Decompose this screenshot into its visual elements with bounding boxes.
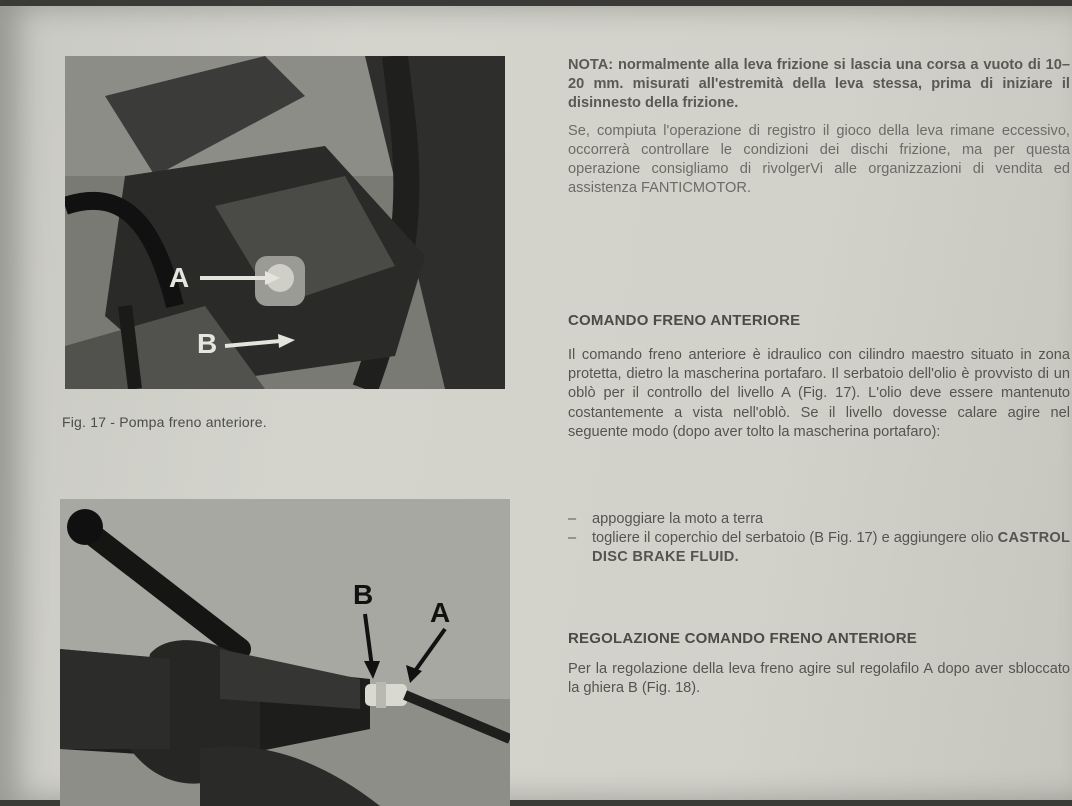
text-column [568,56,1071,697]
note-text: normalmente alla leva frizione si lascia una corsa a vuoto di 10–20 mm. misurati all'estremità della leva stessa, prima di iniziare il disinnesto della frizione. [568,57,1070,112]
list-item [568,529,1070,567]
list-dash: – [568,530,577,547]
figure-17-photo [65,56,505,389]
figure-17-caption: Fig. 17 - Pompa freno anteriore. [62,414,267,430]
steps-list [568,510,1070,568]
figure-18-label-a: A [430,597,451,628]
section-heading-regolazione: REGOLAZIONE COMANDO FRENO ANTERIORE [568,630,917,647]
comando-freno-paragraph: Il comando freno anteriore è idraulico con cilindro maestro situato in zona protetta, dietro la mascherina portafaro. Il serbatoio dell'olio è provvisto di un oblò per il controllo del livello A (Fig. 17). L'olio deve essere mantenuto costantemente a vista nell'oblò. Se il livello dovesse calare agire nel seguente modo (dopo aver tolto la mascherina portafaro): [568,347,1070,440]
note-label: NOTA: [568,57,614,73]
section-heading-comando-freno: COMANDO FRENO ANTERIORE [568,312,801,329]
figure-18-illustration [60,499,510,806]
figure-18-photo [60,499,510,806]
list-item-text: appoggiare la moto a terra [592,511,764,527]
note-paragraph [568,56,1070,114]
figure-17-label-b: B [197,328,218,359]
figure-18-label-b: B [353,579,374,610]
regolazione-paragraph: Per la regolazione della leva freno agire sul regolafilo A dopo aver sbloccato la ghiera B (Fig. 18). [568,661,1070,697]
list-item-text: togliere il coperchio del serbatoio (B Fig. 17) e aggiungere olio [592,530,994,547]
brake-fluid-emphasis: CASTROL DISC BRAKE FLUID. [592,530,1071,566]
list-item [568,510,1070,529]
figure-17-illustration [65,56,505,389]
manual-page [0,6,1072,800]
figure-17-label-a: A [169,262,190,293]
registro-paragraph: Se, compiuta l'operazione di registro il gioco della leva rimane eccessivo, occorrerà controllare le condizioni dei dischi frizione, ma per questa operazione consigliamo di rivolgerVi alle organizzazioni di vendita ed assistenza FANTICMOTOR. [568,122,1070,197]
list-dash: – [568,511,577,527]
